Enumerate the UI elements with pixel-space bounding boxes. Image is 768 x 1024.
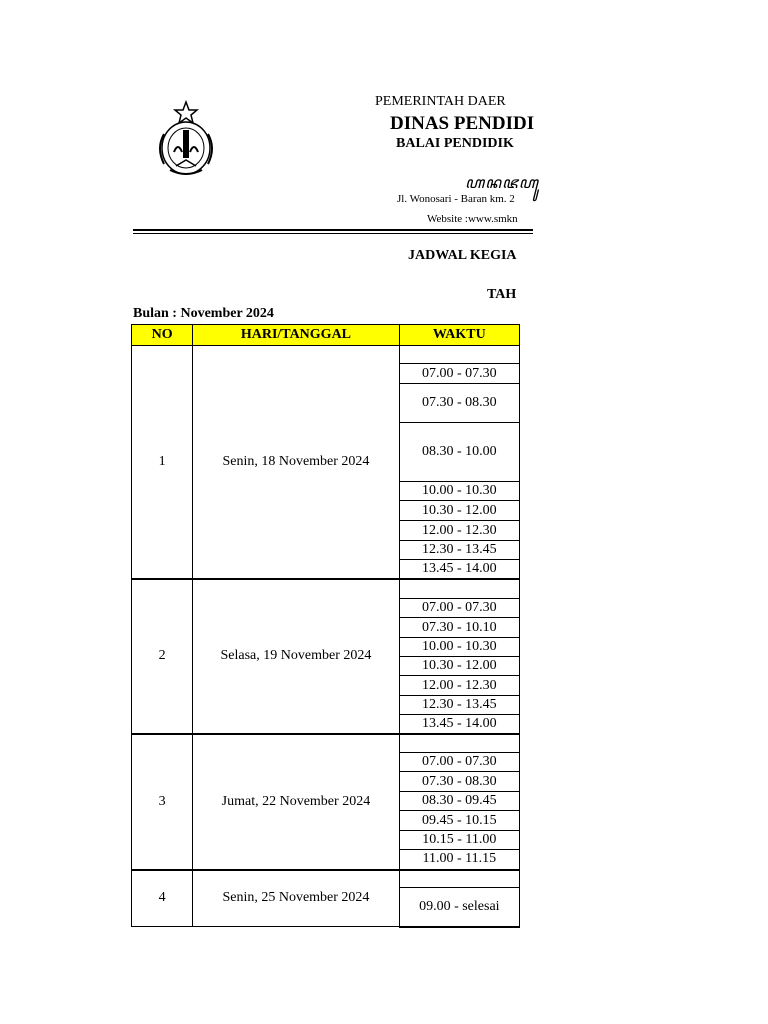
day-date-cell: Senin, 18 November 2024 [193,346,399,579]
time-cell: 12.30 - 13.45 [399,541,519,560]
header-divider-thick [133,229,533,231]
time-cell: 13.45 - 14.00 [399,560,519,579]
time-cell: 08.30 - 10.00 [399,423,519,482]
time-cell [399,734,519,753]
time-cell: 10.15 - 11.00 [399,831,519,850]
month-label: Bulan : November 2024 [133,306,274,321]
row-number-cell: 3 [132,734,193,870]
table-header-row [132,325,520,346]
column-header-day: HARI/TANGGAL [193,325,399,346]
time-cell: 12.00 - 12.30 [399,521,519,541]
header-divider-thin [133,233,533,234]
table-row [132,734,520,753]
time-cell [399,579,519,599]
government-emblem-logo [150,100,222,180]
time-cell: 10.30 - 12.00 [399,657,519,676]
header-website: Website :www.smkn [427,213,518,225]
time-cell: 13.45 - 14.00 [399,715,519,734]
table-row [132,579,520,599]
schedule-table [131,324,520,928]
row-number-cell: 1 [132,346,193,579]
row-number-cell: 4 [132,870,193,927]
time-cell: 07.00 - 07.30 [399,364,519,384]
time-cell [399,346,519,364]
time-cell: 08.30 - 09.45 [399,792,519,811]
time-cell: 07.30 - 10.10 [399,618,519,638]
day-date-cell: Senin, 25 November 2024 [193,870,399,927]
column-header-time: WAKTU [399,325,519,346]
time-cell: 09.45 - 10.15 [399,811,519,831]
document-title: JADWAL KEGIA [408,248,517,263]
time-cell: 07.00 - 07.30 [399,599,519,618]
document-subtitle: TAH [487,287,517,302]
row-number-cell: 2 [132,579,193,734]
time-cell: 10.30 - 12.00 [399,501,519,521]
header-department-line: DINAS PENDIDI [390,113,535,134]
time-cell: 07.30 - 08.30 [399,772,519,792]
header-address: Jl. Wonosari - Baran km. 2 [397,193,515,205]
time-cell: 12.30 - 13.45 [399,696,519,715]
table-row [132,870,520,888]
time-cell: 07.30 - 08.30 [399,384,519,423]
column-header-no: NO [132,325,193,346]
time-cell: 11.00 - 11.15 [399,850,519,870]
time-cell: 12.00 - 12.30 [399,676,519,696]
time-cell [399,870,519,888]
day-date-cell: Selasa, 19 November 2024 [193,579,399,734]
header-government-line: PEMERINTAH DAER [375,94,506,109]
header-javanese-script: ꦲꦤꦗꦲꦸ [465,175,539,192]
table-row [132,346,520,364]
day-date-cell: Jumat, 22 November 2024 [193,734,399,870]
time-cell: 10.00 - 10.30 [399,482,519,501]
time-cell: 09.00 - selesai [399,888,519,927]
header-institution-line: BALAI PENDIDIK [396,136,514,151]
time-cell: 10.00 - 10.30 [399,638,519,657]
time-cell: 07.00 - 07.30 [399,753,519,772]
